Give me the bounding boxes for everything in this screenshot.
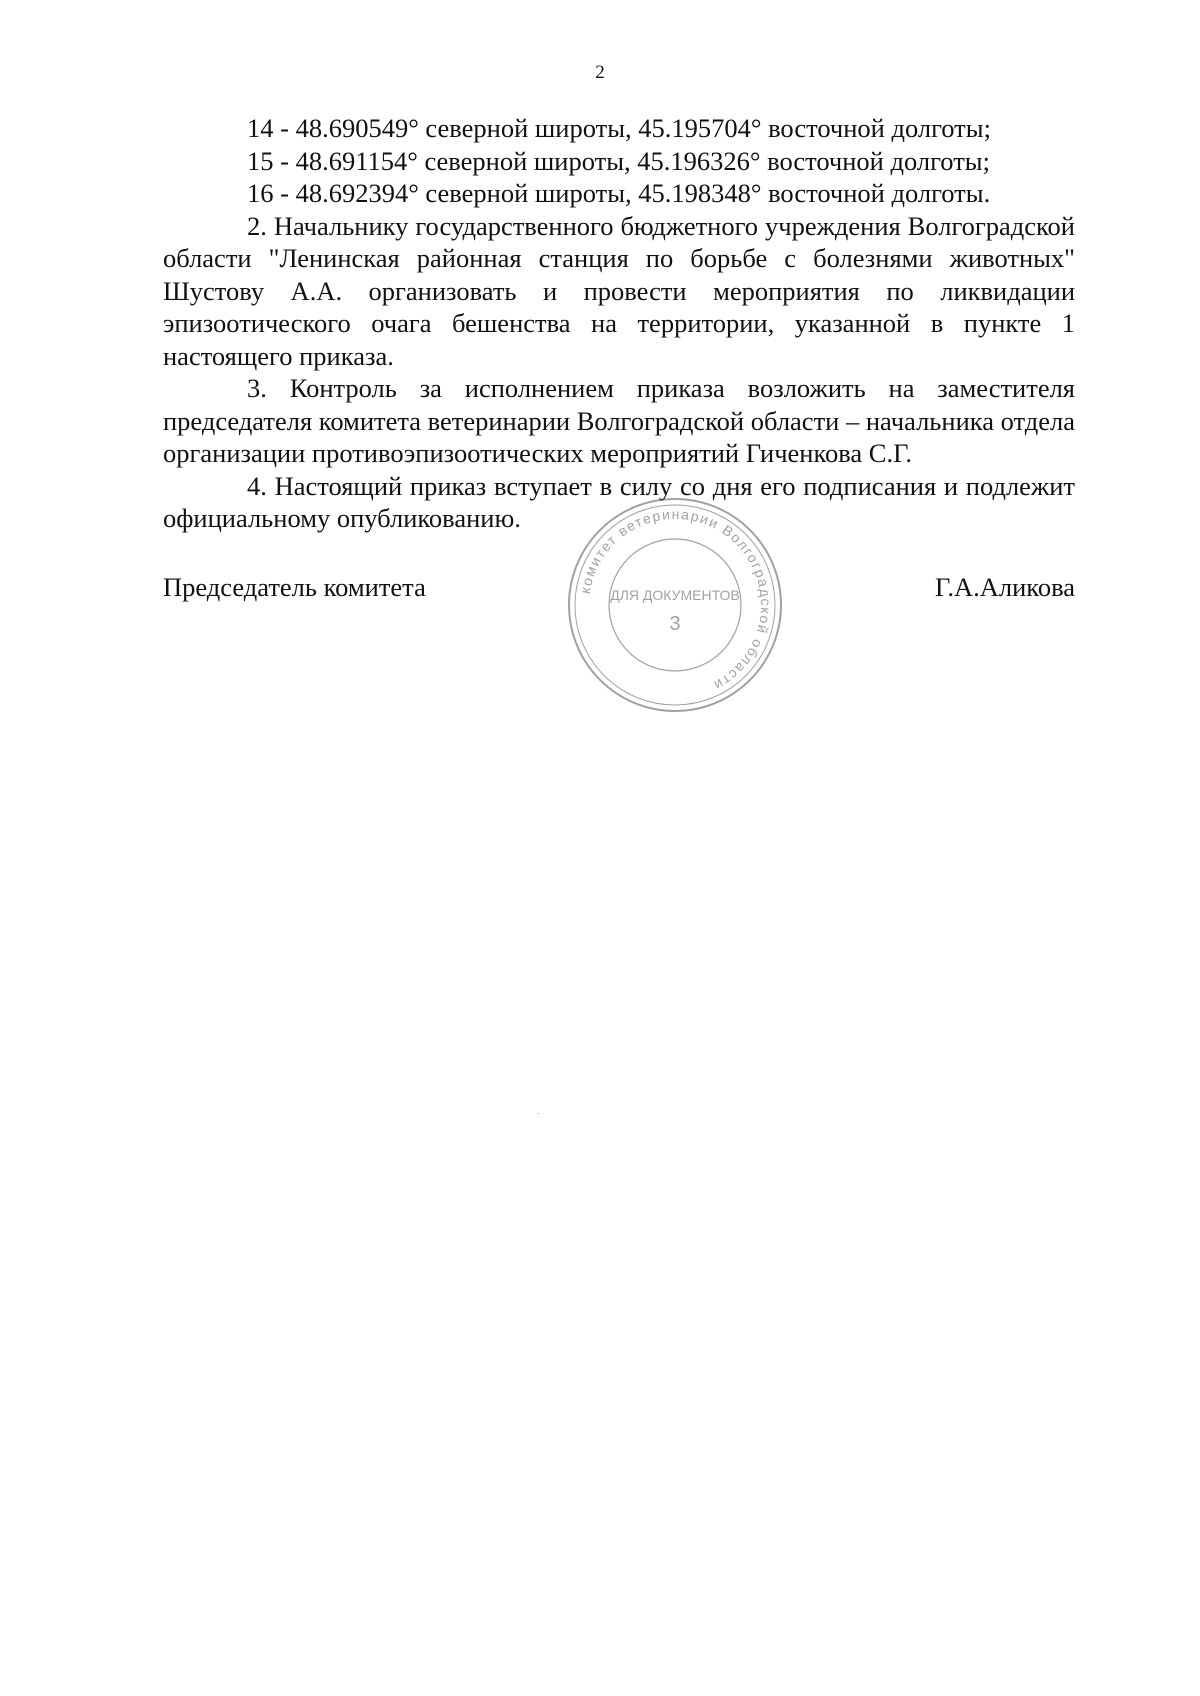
official-seal-stamp bbox=[564, 494, 786, 716]
signatory-position: Председатель комитета bbox=[163, 572, 426, 602]
seal-center-ring bbox=[609, 539, 741, 671]
coordinate-point-16: 16 - 48.692394° северной широты, 45.198348° восточной долготы. bbox=[247, 178, 991, 208]
seal-outer-ring bbox=[569, 499, 781, 711]
coordinate-point-14: 14 - 48.690549° северной широты, 45.195704° восточной долготы; bbox=[247, 113, 991, 143]
page-number: 2 bbox=[595, 62, 605, 83]
document-body bbox=[163, 112, 1075, 535]
paragraph-3: 3. Контроль за исполнением приказа возложить на заместителя председателя комитета ветеринарии Волгоградской области – начальника отдела организации противоэпизоотических мероприятий Гиченкова С.Г. bbox=[163, 373, 1075, 468]
coordinate-point-15: 15 - 48.691154° северной широты, 45.196326° восточной долготы; bbox=[247, 145, 990, 176]
signatory-name: Г.А.Аликова bbox=[935, 572, 1075, 602]
paragraph-2: 2. Начальнику государственного бюджетного учреждения Волгоградской области "Ленинская районная станция по борьбе с болезнями животных" Шустову А.А. организовать и провести мероприятия по ликвидации эпизоотического очага бешенства на территории, указанной в пункте 1 настоящего приказа. bbox=[163, 210, 1075, 371]
scan-artifact bbox=[537, 1113, 539, 1114]
seal-ring-text: комитет ветеринарии Волгоградской области bbox=[576, 505, 775, 695]
seal-number: 3 bbox=[669, 613, 681, 635]
paragraph-4: 4. Настоящий приказ вступает в силу со дня его подписания и подлежит официальному опубликованию. bbox=[163, 470, 1075, 533]
seal-center-text: ДЛЯ ДОКУМЕНТОВ bbox=[610, 587, 740, 603]
